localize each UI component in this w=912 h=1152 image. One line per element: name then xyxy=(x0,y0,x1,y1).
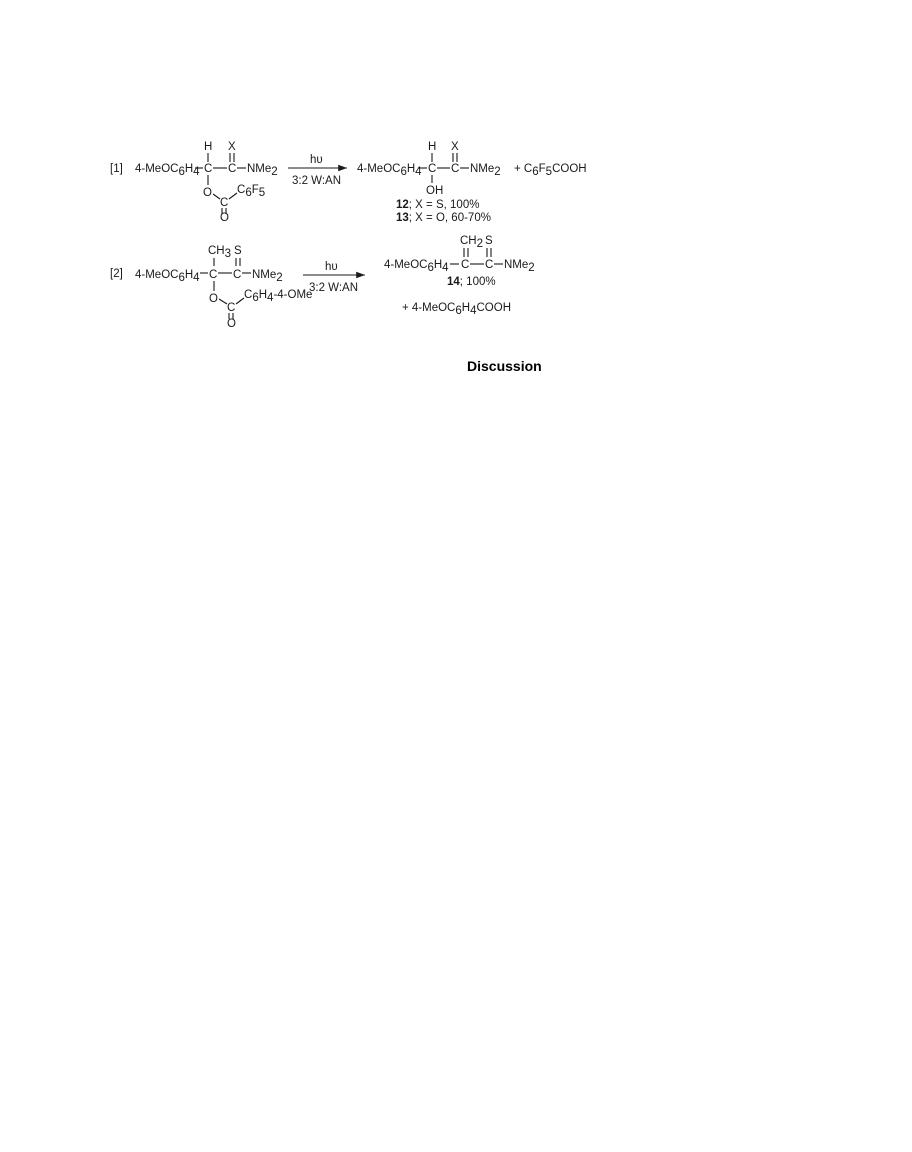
r1-reactant-amine: NMe2 xyxy=(247,163,278,178)
reaction-1-yields xyxy=(396,199,491,224)
r2-product-methylene: CH2 xyxy=(460,235,484,250)
r1-condition-above: hυ xyxy=(310,154,323,166)
r2-reactant-c2: C xyxy=(233,269,242,281)
reaction-1-arrow xyxy=(288,154,347,187)
r2-reactant-ester-o: O xyxy=(227,318,236,330)
r1-reactant-ester-c: C xyxy=(220,197,229,209)
r1-reactant-x: X xyxy=(228,141,236,153)
r1-product-x: X xyxy=(451,141,459,153)
r1-reactant-aryl: 4-MeOC6H4 xyxy=(135,163,200,178)
r1-yield-12: 12; X = S, 100% xyxy=(396,199,480,211)
r1-product-c1: C xyxy=(428,163,437,175)
reaction-2-arrow xyxy=(303,261,365,294)
reaction-1-product xyxy=(357,141,587,197)
r2-product-aryl: 4-MeOC6H4 xyxy=(384,259,449,274)
reaction-1-label: [1] xyxy=(110,163,123,175)
r2-condition-below: 3:2 W:AN xyxy=(309,282,358,294)
r2-coproduct: + 4-MeOC6H4COOH xyxy=(402,302,511,317)
r2-reactant-ester-group: C6H4-4-OMe xyxy=(244,289,313,304)
r2-reactant-ester-c: C xyxy=(227,302,236,314)
r2-reactant-c1: C xyxy=(209,269,218,281)
r2-reactant-o: O xyxy=(209,293,218,305)
r1-reactant-ester-o: O xyxy=(220,212,229,224)
r1-product-oh: OH xyxy=(426,185,444,197)
r1-yield-13: 13; X = O, 60-70% xyxy=(396,212,491,224)
reaction-1 xyxy=(110,141,587,224)
r1-reactant-c1: C xyxy=(204,163,213,175)
r1-product-aryl: 4-MeOC6H4 xyxy=(357,163,422,178)
r2-reactant-s: S xyxy=(234,245,242,257)
reaction-2-reactant xyxy=(135,245,312,330)
r2-product-c1: C xyxy=(461,259,470,271)
r1-condition-below: 3:2 W:AN xyxy=(292,175,341,187)
r1-product-amine: NMe2 xyxy=(470,163,501,178)
reaction-scheme xyxy=(0,0,912,400)
r2-yield-14: 14; 100% xyxy=(447,276,496,288)
reaction-1-reactant xyxy=(135,141,278,224)
r1-reactant-ester-group: C6F5 xyxy=(237,184,266,199)
r1-reactant-c2: C xyxy=(228,163,237,175)
discussion-heading: Discussion xyxy=(467,358,542,374)
r1-product-h: H xyxy=(428,141,437,153)
reaction-2-product xyxy=(384,235,535,317)
r2-product-amine: NMe2 xyxy=(504,259,535,274)
r2-product-c2: C xyxy=(485,259,494,271)
r2-condition-above: hυ xyxy=(325,261,338,273)
r1-reactant-o: O xyxy=(203,187,212,199)
r1-product-c2: C xyxy=(451,163,460,175)
reaction-2 xyxy=(110,235,535,330)
reaction-2-label: [2] xyxy=(110,268,123,280)
r2-reactant-amine: NMe2 xyxy=(252,269,283,284)
r2-reactant-methyl: CH3 xyxy=(208,245,232,260)
r1-reactant-h: H xyxy=(204,141,213,153)
r2-reactant-aryl: 4-MeOC6H4 xyxy=(135,269,200,284)
r1-coproduct: + C6F5COOH xyxy=(514,163,587,178)
r2-product-s: S xyxy=(485,235,493,247)
